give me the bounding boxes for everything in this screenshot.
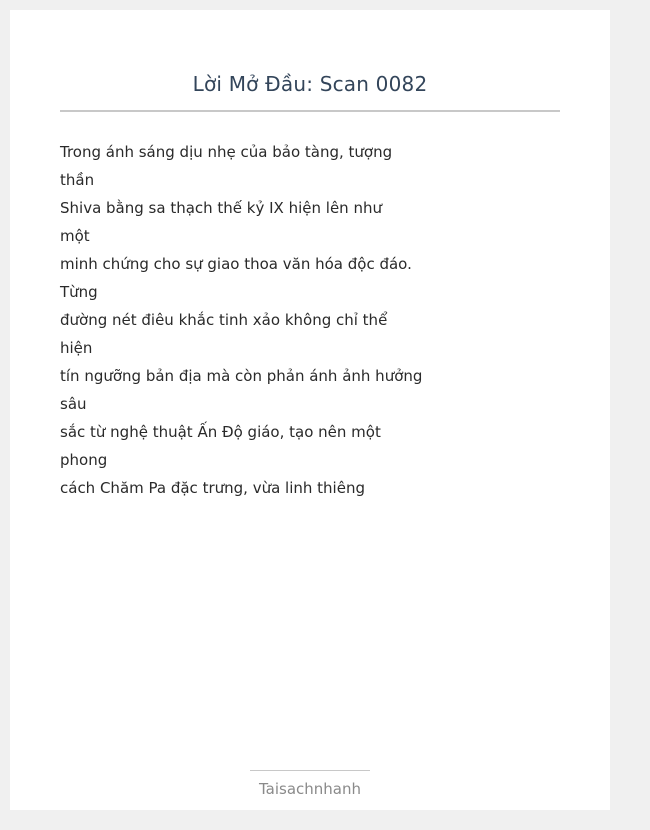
body-line: minh chứng cho sự giao thoa văn hóa độc đáo. [60, 255, 412, 273]
body-text [60, 138, 423, 502]
document-page [10, 10, 610, 810]
body-line: cách Chăm Pa đặc trưng, vừa linh thiêng [60, 479, 365, 497]
footer-publisher: Taisachnhanh [258, 780, 362, 798]
body-line: phong [60, 451, 108, 469]
body-line: một [60, 227, 90, 245]
body-line: Từng [60, 283, 98, 301]
body-line: Trong ánh sáng dịu nhẹ của bảo tàng, tượng [60, 143, 393, 161]
footer-divider [250, 770, 370, 771]
body-line: đường nét điêu khắc tinh xảo không chỉ thể [60, 311, 388, 329]
body-line: sâu [60, 395, 87, 413]
body-line: Shiva bằng sa thạch thế kỷ IX hiện lên như [60, 199, 382, 217]
title-divider [60, 110, 560, 112]
body-line: hiện [60, 339, 93, 357]
body-line: thần [60, 171, 95, 189]
body-line: sắc từ nghệ thuật Ấn Độ giáo, tạo nên một [60, 423, 381, 441]
body-line: tín ngưỡng bản địa mà còn phản ánh ảnh hưởng [60, 367, 423, 385]
page-title: Lời Mở Đầu: Scan 0082 [192, 72, 428, 96]
